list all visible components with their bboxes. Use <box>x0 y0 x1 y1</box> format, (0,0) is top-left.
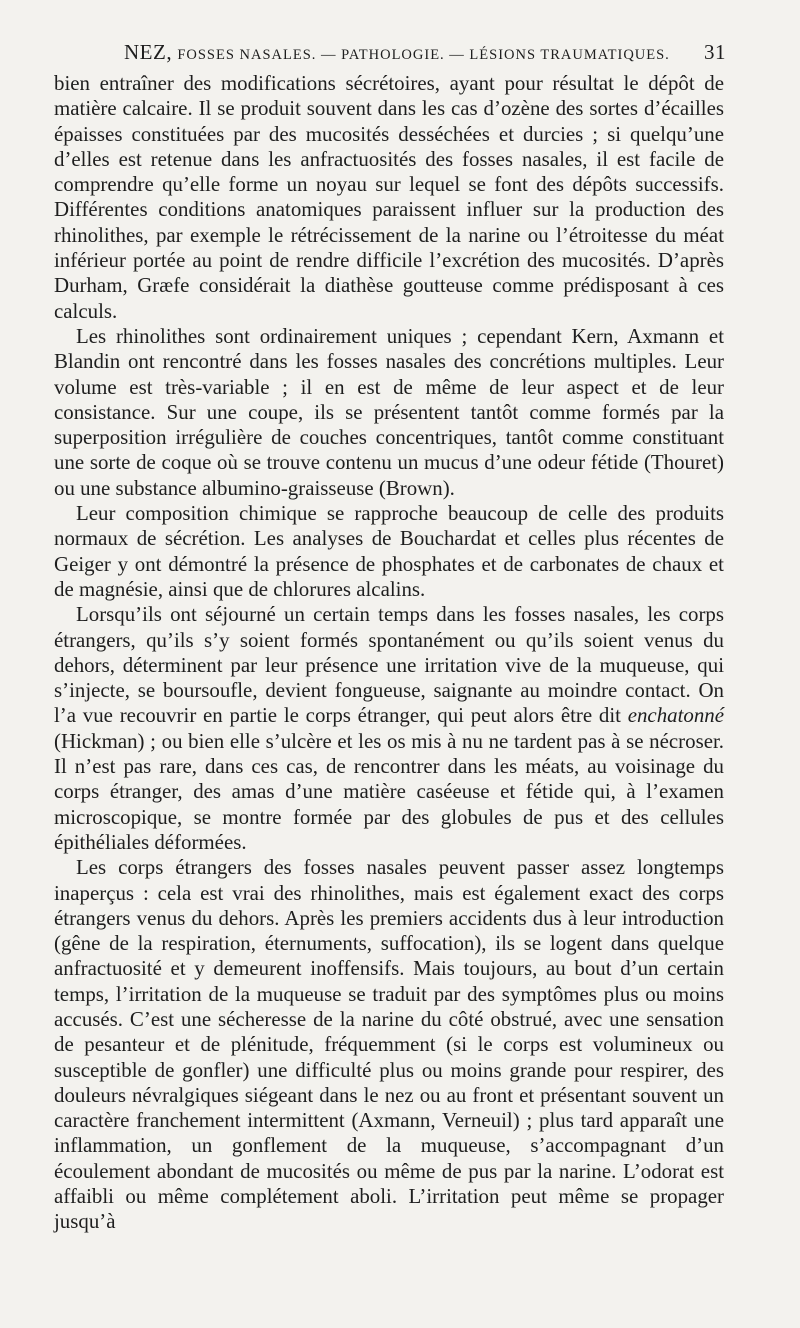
paragraph-4 <box>54 602 724 855</box>
running-title <box>124 40 670 65</box>
running-title-rest: FOSSES NASALES. — PATHOLOGIE. — LÉSIONS TRAUMATIQUES. <box>177 47 670 63</box>
paragraph-3: Leur composition chimique se rapproche beaucoup de celle des produits normaux de sécrétion. Les analyses de Bouchardat et celles plus récentes de Geiger y ont démontré la présence de phosphates et de carbonates de chaux et de magnésie, ainsi que de chlorures alcalins. <box>54 501 724 601</box>
paragraph-1: bien entraîner des modifications sécrétoires, ayant pour résultat le dépôt de matière calcaire. Il se produit souvent dans les cas d’ozène des sortes d’écailles épaisses constituées par des mucosités desséchées et durcies ; si quelqu’une d’elles est retenue dans les anfractuosités des fosses nasales, il est facile de comprendre qu’elle forme un noyau sur lequel se font des dépôts successifs. Différentes conditions anatomiques paraissent influer sur la production des rhinolithes, par exemple le rétrécissement de la narine ou l’étroitesse du méat inférieur portée au point de rendre difficile l’excrétion des mucosités. D’après Durham, Græfe considérait la diathèse goutteuse comme prédisposant à ces calculs. <box>54 71 724 323</box>
page-number: 31 <box>704 40 726 64</box>
running-header <box>54 40 726 66</box>
paragraph-5: Les corps étrangers des fosses nasales peuvent passer assez longtemps inaperçus : cela est vrai des rhinolithes, mais est également exact des corps étrangers venus du dehors. Après les premiers accidents dus à leur introduction (gêne de la respiration, éternuments, suffocation), ils se logent dans quelque anfractuosité et y demeurent inoffensifs. Mais toujours, au bout d’un certain temps, l’irritation de la muqueuse se traduit par des symptômes plus ou moins accusés. C’est une sécheresse de la narine du côté obstrué, avec une sensation de pesanteur et de plénitude, fréquemment (si le corps est volumineux ou susceptible de gonfler) une difficulté plus ou moins grande pour respirer, des douleurs névralgiques siégeant dans le nez ou au front et présentant souvent un caractère franchement intermittent (Axmann, Verneuil) ; plus tard apparaît une inflammation, un gonflement de la muqueuse, s’accompagnant d’un écoulement abondant de mucosités ou même de pus par la narine. L’odorat est affaibli ou même complétement aboli. L’irritation peut même se propager jusqu’à <box>54 855 724 1234</box>
paragraph-2: Les rhinolithes sont ordinairement uniques ; cependant Kern, Axmann et Blandin ont rencontré dans les fosses nasales des concrétions multiples. Leur volume est très-variable ; il en est de même de leur aspect et de leur consistance. Sur une coupe, ils se présentent tantôt comme formés par la superposition irrégulière de couches concentriques, tantôt comme constituant une sorte de coque où se trouve contenu un mucus d’une odeur fétide (Thouret) ou une substance albumino-graisseuse (Brown). <box>54 323 724 500</box>
paragraph-4-before: Lorsqu’ils ont séjourné un certain temps dans les fosses nasales, les corps étrangers, qu’ils s’y soient formés spontanément ou qu’ils soient venus du dehors, déterminent par leur présence une irritation vive de la muqueuse, qui s’injecte, se boursoufle, devient fongueuse, saignante au moindre contact. On l’a vue recouvrir en partie le corps étranger, qui peut alors être dit <box>54 602 724 728</box>
body-text <box>54 71 724 1235</box>
paragraph-4-after: (Hickman) ; ou bien elle s’ulcère et les os mis à nu ne tardent pas à se nécroser. Il n’est pas rare, dans ces cas, de rencontrer dans les méats, au voisinage du corps étranger, des amas d’une matière caséeuse et fétide qui, à l’examen microscopique, se montre formée par des globules de pus et des cellules épithéliales déformées. <box>54 728 724 854</box>
paragraph-4-emphasis: enchatonné <box>627 703 724 728</box>
running-title-lead: NEZ, <box>124 40 173 64</box>
